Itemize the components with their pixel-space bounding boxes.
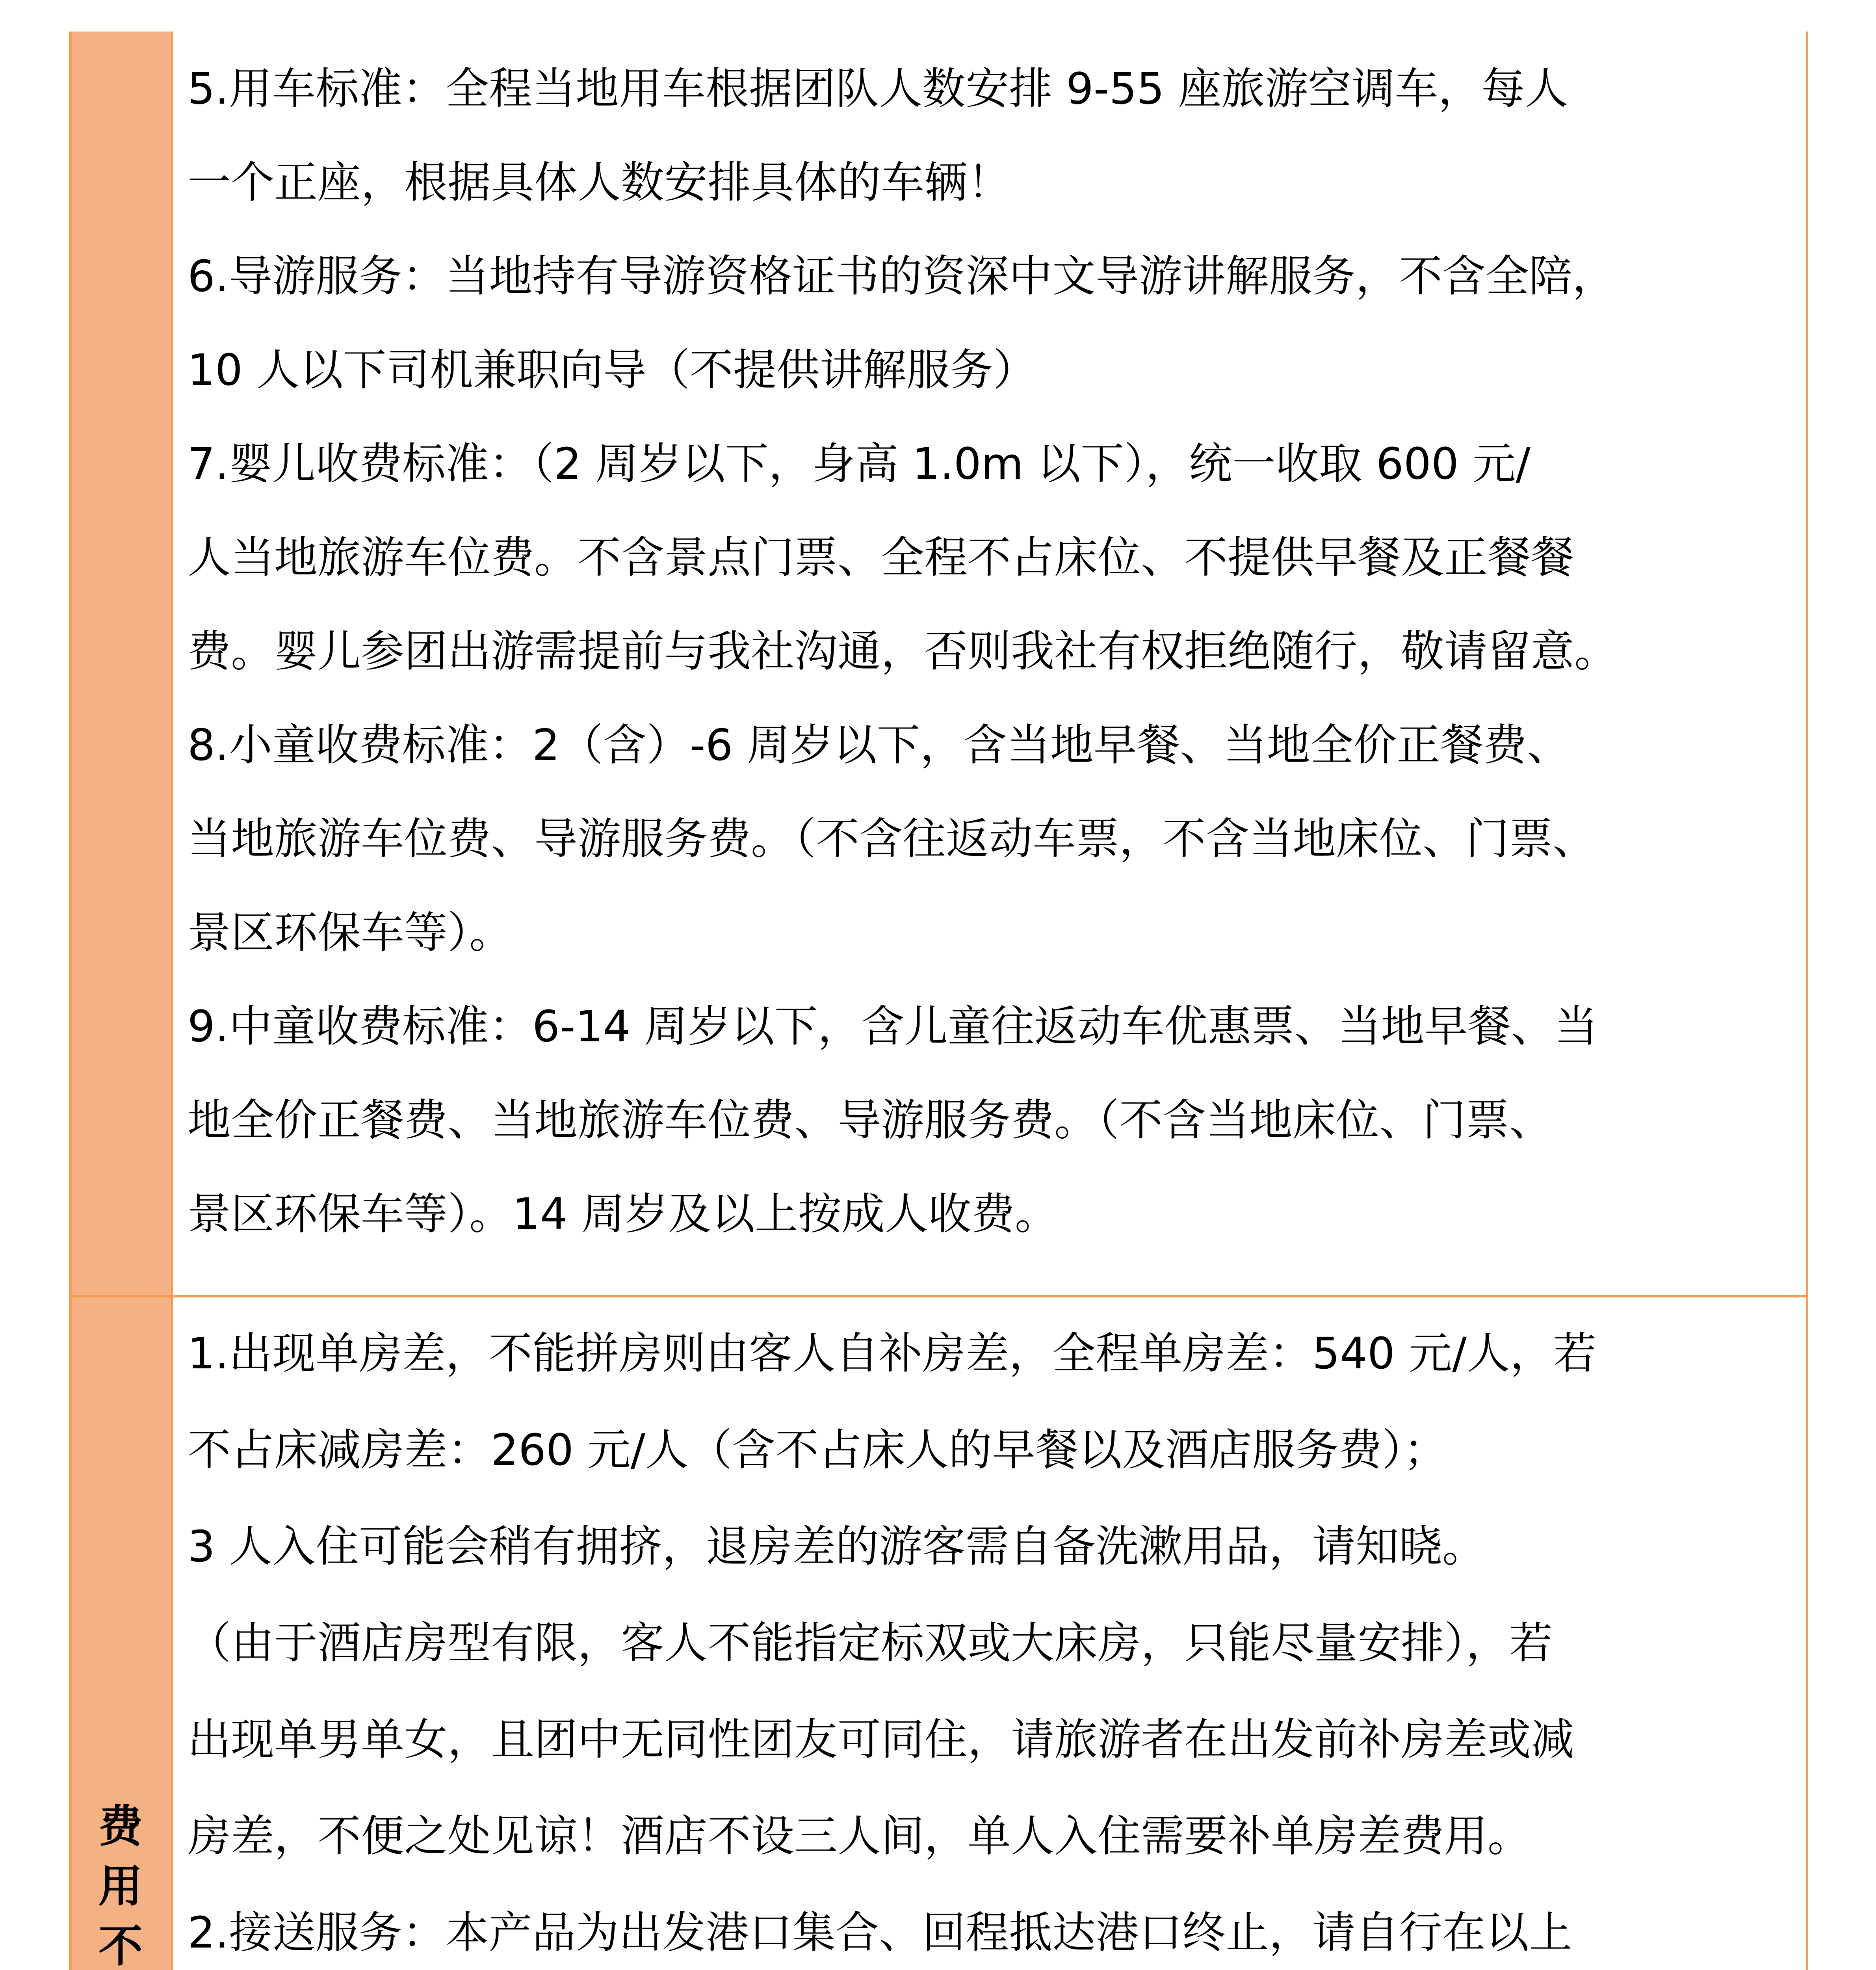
included-line: 景区环保车等）。14 周岁及以上按成人收费。 bbox=[188, 1189, 1058, 1239]
included-line: 7.婴儿收费标准：（2 周岁以下，身高 1.0m 以下），统一收取 600 元/ bbox=[188, 439, 1531, 489]
excluded-line: 2.接送服务：本产品为出发港口集合、回程抵达港口终止，请自行在以上 bbox=[188, 1907, 1572, 1958]
included-line: 当地旅游车位费、导游服务费。（不含往返动车票，不含当地床位、门票、 bbox=[188, 814, 1596, 864]
included-content bbox=[188, 32, 1799, 1296]
excluded-line: 3 人入住可能会稍有拥挤，退房差的游客需自备洗漱用品，请知晓。 bbox=[188, 1521, 1486, 1572]
included-line: 5.用车标准：全程当地用车根据团队人数安排 9-55 座旅游空调车，每人 bbox=[188, 63, 1568, 114]
border-right bbox=[1806, 32, 1808, 1970]
excluded-line: 1.出现单房差，不能拼房则由客人自补房差，全程单房差：540 元/人，若 bbox=[188, 1328, 1597, 1379]
excluded-line: （由于酒店房型有限，客人不能指定标双或大床房，只能尽量安排），若 bbox=[188, 1618, 1553, 1668]
included-line: 6.导游服务：当地持有导游资格证书的资深中文导游讲解服务，不含全陪， bbox=[188, 251, 1616, 301]
included-label-cell bbox=[69, 32, 172, 1296]
border-column bbox=[171, 32, 173, 1970]
included-line: 景区环保车等）。 bbox=[188, 907, 513, 958]
included-line: 费。婴儿参团出游需提前与我社沟通，否则我社有权拒绝随行，敬请留意。 bbox=[188, 626, 1618, 676]
excluded-content bbox=[188, 1296, 1799, 1970]
excluded-line: 出现单男单女，且团中无同性团友可同住，请旅游者在出发前补房差或减 bbox=[188, 1714, 1574, 1765]
border-left bbox=[69, 32, 72, 1970]
included-line: 人当地旅游车位费。不含景点门票、全程不占床位、不提供早餐及正餐餐 bbox=[188, 532, 1574, 583]
included-line: 一个正座，根据具体人数安排具体的车辆！ bbox=[188, 157, 1011, 208]
included-line: 9.中童收费标准：6-14 周岁以下，含儿童往返动车优惠票、当地早餐、当 bbox=[188, 1001, 1598, 1052]
excluded-label-cell bbox=[69, 1296, 172, 1970]
included-line: 10 人以下司机兼职向导（不提供讲解服务） bbox=[188, 345, 1036, 395]
excluded-label: 费 用 不 bbox=[98, 1801, 143, 1970]
included-line: 地全价正餐费、当地旅游车位费、导游服务费。（不含当地床位、门票、 bbox=[188, 1095, 1553, 1145]
included-line: 8.小童收费标准：2（含）-6 周岁以下，含当地早餐、当地全价正餐费、 bbox=[188, 720, 1570, 770]
fee-table bbox=[69, 32, 1808, 1970]
excluded-line: 房差，不便之处见谅！酒店不设三人间，单人入住需要补单房差费用。 bbox=[188, 1811, 1531, 1861]
excluded-line: 不占床减房差：260 元/人（含不占床人的早餐以及酒店服务费）； bbox=[188, 1425, 1447, 1475]
